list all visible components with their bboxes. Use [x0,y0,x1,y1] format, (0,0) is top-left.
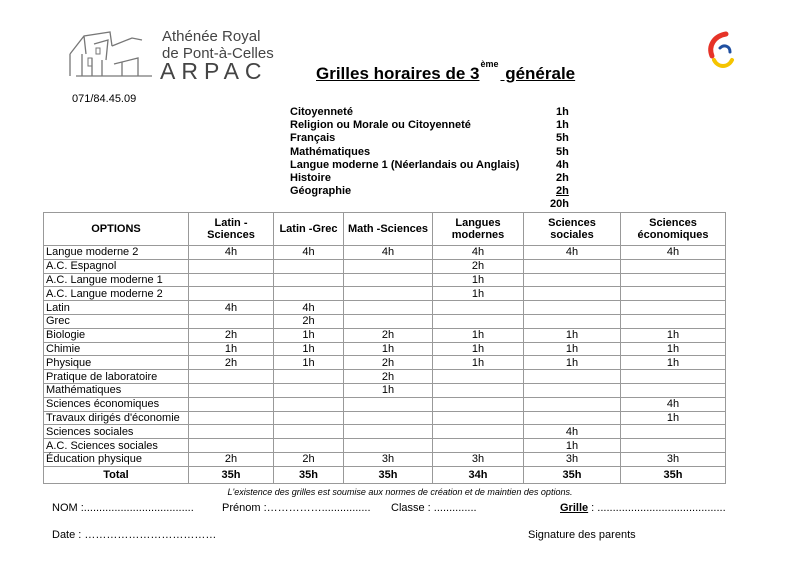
column-header: Sciences sociales [524,213,621,246]
row-label: Latin [44,301,189,315]
hours-cell [189,383,274,397]
hours-cell: 1h [433,356,524,370]
row-label: Sciences sociales [44,425,189,439]
hours-cell: 4h [274,301,344,315]
table-row [44,425,726,439]
hours-cell: 1h [433,342,524,356]
row-label: Langue moderne 2 [44,246,189,260]
hours-cell: 1h [344,383,433,397]
row-label: Travaux dirigés d'économie [44,411,189,425]
hours-cell [189,439,274,453]
row-label: A.C. Sciences sociales [44,439,189,453]
table-row [44,439,726,453]
hours-cell: 4h [621,397,726,411]
hours-cell: 2h [189,452,274,466]
hours-cell: 4h [274,246,344,260]
table-row [44,328,726,342]
hours-cell: 1h [524,439,621,453]
hours-cell: 1h [433,273,524,287]
row-label: Chimie [44,342,189,356]
footnote: L'existence des grilles est soumise aux normes de création et de maintien des options. [227,487,573,497]
core-row: Français 5h [290,132,569,145]
school-name-line2: de Pont-à-Celles [162,45,274,62]
classe-field[interactable]: Classe : .............. [391,502,477,514]
table-row [44,370,726,384]
hours-cell: 3h [524,452,621,466]
hours-cell: 2h [433,259,524,273]
core-row: Géographie 2h [290,185,569,198]
hours-cell: 1h [621,342,726,356]
table-row [44,259,726,273]
hours-cell [524,287,621,301]
hours-cell: 2h [274,314,344,328]
options-table [43,212,726,484]
hours-cell [344,411,433,425]
core-row: Religion ou Morale ou Citoyenneté 1h [290,119,569,132]
total-cell: 35h [621,466,726,483]
hours-cell: 3h [433,452,524,466]
hours-cell [433,314,524,328]
table-row [44,452,726,466]
row-label: A.C. Espagnol [44,259,189,273]
hours-cell: 2h [344,370,433,384]
column-header: Langues modernes [433,213,524,246]
hours-cell [621,314,726,328]
table-row [44,287,726,301]
signature-label: Signature des parents [528,529,636,541]
hours-cell: 4h [621,246,726,260]
row-label: A.C. Langue moderne 2 [44,287,189,301]
page-title: Grilles horaires de 3ème générale [316,59,576,83]
total-cell: 35h [524,466,621,483]
hours-cell: 1h [621,328,726,342]
prenom-field[interactable]: Prénom :……………................ [222,502,371,514]
column-header: OPTIONS [44,213,189,246]
row-label: Pratique de laboratoire [44,370,189,384]
core-row: Histoire 2h [290,171,569,184]
hours-cell [621,383,726,397]
total-label: Total [44,466,189,483]
school-acronym: ARPAC [160,58,268,84]
hours-cell: 2h [344,328,433,342]
table-header-row [44,213,726,246]
row-label: Grec [44,314,189,328]
hours-cell: 1h [524,342,621,356]
hours-cell [344,287,433,301]
hours-cell: 1h [274,328,344,342]
column-header: Latin -Grec [274,213,344,246]
hours-cell [274,273,344,287]
hours-cell [189,425,274,439]
core-courses [290,106,590,210]
hours-cell [189,314,274,328]
hours-cell: 1h [621,356,726,370]
hours-cell [274,287,344,301]
hours-cell [433,411,524,425]
row-label: Éducation physique [44,452,189,466]
federation-logo-icon [704,30,736,76]
hours-cell [344,259,433,273]
row-label: Biologie [44,328,189,342]
table-row [44,342,726,356]
hours-cell: 3h [344,452,433,466]
hours-cell: 1h [274,356,344,370]
total-cell: 34h [433,466,524,483]
school-name-line1: Athénée Royal [162,28,261,45]
hours-cell [524,273,621,287]
hours-cell [189,273,274,287]
hours-cell [189,259,274,273]
hours-cell [524,259,621,273]
nom-field[interactable]: NOM :.................................... [52,502,194,514]
hours-cell [274,411,344,425]
hours-cell: 1h [524,356,621,370]
hours-cell: 4h [524,246,621,260]
hours-cell [344,314,433,328]
hours-cell: 2h [344,356,433,370]
phone-number: 071/84.45.09 [72,93,137,105]
hours-cell [274,370,344,384]
hours-cell [189,287,274,301]
hours-cell [433,383,524,397]
date-field[interactable]: Date : ……………………………… [52,529,217,541]
hours-cell: 1h [621,411,726,425]
hours-cell: 4h [524,425,621,439]
hours-cell: 1h [524,328,621,342]
hours-cell [274,425,344,439]
hours-cell: 1h [274,342,344,356]
hours-cell [621,301,726,315]
row-label: A.C. Langue moderne 1 [44,273,189,287]
total-cell: 35h [189,466,274,483]
hours-cell [524,411,621,425]
hours-cell [344,439,433,453]
hours-cell: 1h [344,342,433,356]
row-label: Mathématiques [44,383,189,397]
total-cell: 35h [344,466,433,483]
core-row: Mathématiques 5h [290,145,569,158]
hours-cell [344,301,433,315]
hours-cell [274,383,344,397]
hours-cell [524,397,621,411]
table-row [44,314,726,328]
hours-cell: 3h [621,452,726,466]
hours-cell [524,314,621,328]
hours-cell [621,287,726,301]
hours-cell: 4h [344,246,433,260]
hours-cell [274,259,344,273]
hours-cell: 2h [189,328,274,342]
table-row [44,411,726,425]
hours-cell: 4h [189,246,274,260]
table-row [44,383,726,397]
column-header: Math -Sciences [344,213,433,246]
hours-cell [621,259,726,273]
hours-cell [433,370,524,384]
hours-cell [344,397,433,411]
row-label: Physique [44,356,189,370]
hours-cell [189,370,274,384]
hours-cell: 1h [433,287,524,301]
hours-cell [344,273,433,287]
hours-cell [621,370,726,384]
hours-cell [274,439,344,453]
table-row [44,397,726,411]
core-row: Langue moderne 1 (Néerlandais ou Anglais) 4h [290,158,569,171]
row-label: Sciences économiques [44,397,189,411]
grille-field[interactable]: Grille : .......................................... [560,502,726,514]
hours-cell [433,439,524,453]
hours-cell [274,397,344,411]
hours-cell [344,425,433,439]
hours-cell: 1h [433,328,524,342]
table-row [44,301,726,315]
hours-cell [621,425,726,439]
school-logo-icon [62,24,162,82]
hours-cell [621,273,726,287]
hours-cell: 4h [189,301,274,315]
table-row [44,246,726,260]
core-row: Citoyenneté 1h [290,106,569,118]
table-row [44,273,726,287]
column-header: Sciences économiques [621,213,726,246]
hours-cell: 2h [189,356,274,370]
hours-cell: 1h [189,342,274,356]
hours-cell [433,301,524,315]
total-cell: 35h [274,466,344,483]
hours-cell [524,370,621,384]
hours-cell: 2h [274,452,344,466]
hours-cell: 4h [433,246,524,260]
core-total: 20h [550,198,569,210]
hours-cell [189,411,274,425]
hours-cell [621,439,726,453]
table-row [44,356,726,370]
hours-cell [524,383,621,397]
hours-cell [524,301,621,315]
hours-cell [433,425,524,439]
column-header: Latin -Sciences [189,213,274,246]
hours-cell [189,397,274,411]
total-row [44,466,726,483]
hours-cell [433,397,524,411]
